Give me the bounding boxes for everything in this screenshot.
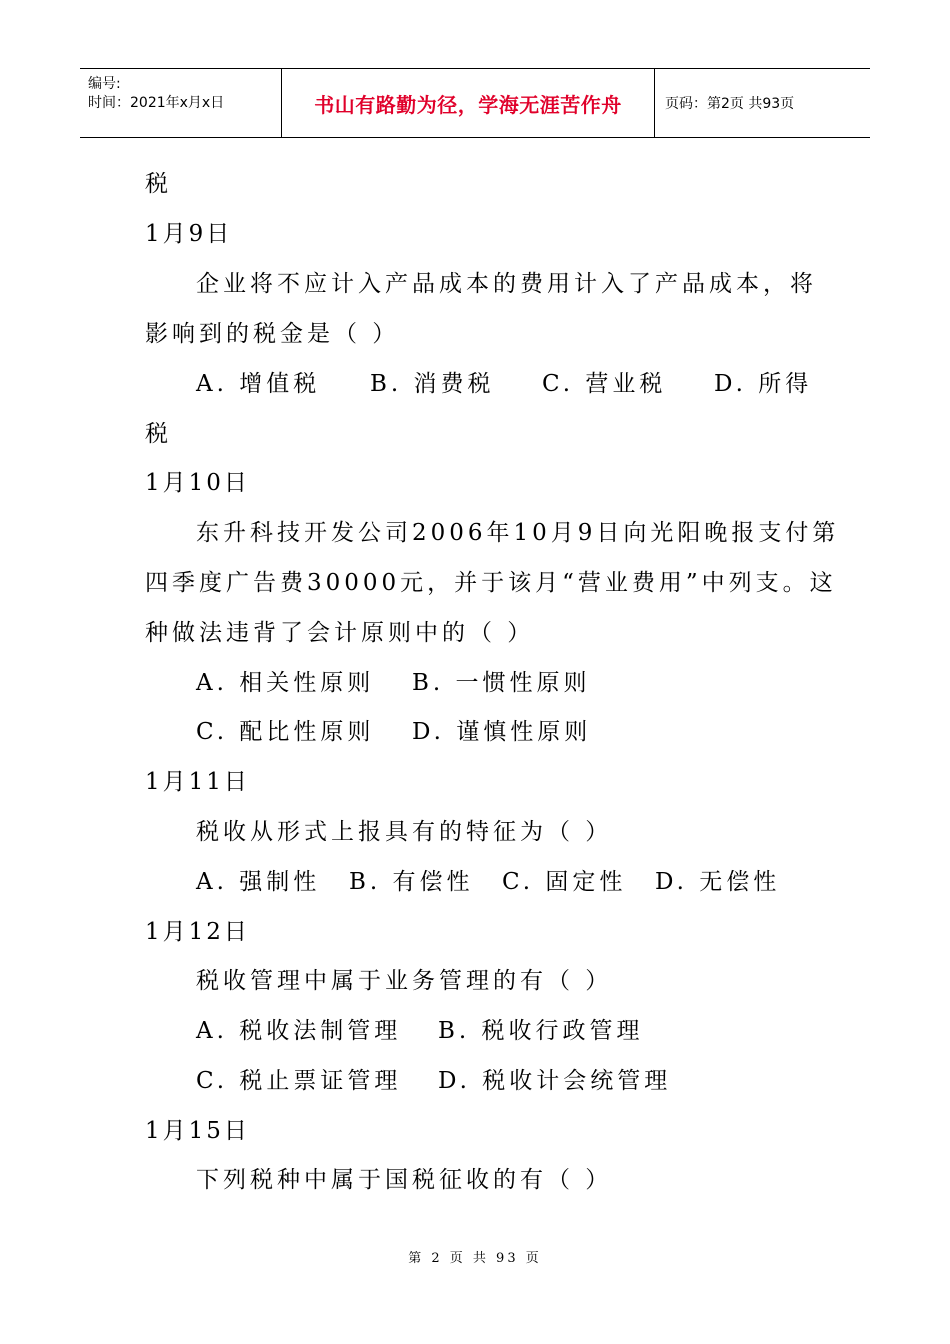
option-a: A. 增值税	[196, 371, 321, 397]
option-a: A. 强制性	[196, 869, 321, 895]
header-motto: 书山有路勤为径，学海无涯苦作舟	[282, 69, 655, 137]
date-heading: 1月15日	[145, 1118, 250, 1144]
question-text: 下列税种中属于国税征收的有（ ）	[196, 1167, 613, 1193]
date-heading: 1月10日	[145, 470, 250, 496]
question-text: 东升科技开发公司2006年10月9日向光阳晚报支付第	[196, 520, 840, 546]
option-d: D. 税收计会统管理	[438, 1068, 672, 1094]
date-heading: 1月11日	[145, 769, 250, 795]
header-time-label: 时间：2021年x月x日	[88, 95, 225, 111]
option-d: D. 无偿性	[655, 869, 781, 895]
header-meta	[80, 69, 282, 137]
option-b: B. 有偿性	[349, 869, 474, 895]
text-line: 税	[145, 171, 172, 197]
question-text: 企业将不应计入产品成本的费用计入了产品成本，将	[196, 271, 817, 297]
option-b: B. 消费税	[370, 371, 495, 397]
option-c: C. 营业税	[542, 371, 667, 397]
question-text: 税收管理中属于业务管理的有（ ）	[196, 968, 613, 994]
question-text: 四季度广告费30000元，并于该月“营业费用”中列支。这	[145, 570, 837, 596]
header-number-label: 编号:	[88, 76, 121, 92]
header-page-label: 页码：第2页 共93页	[665, 96, 795, 112]
option-c: C. 税止票证管理	[196, 1068, 402, 1094]
question-text: 税收从形式上报具有的特征为（ ）	[196, 819, 613, 845]
question-text: 种做法违背了会计原则中的（ ）	[145, 620, 535, 646]
option-b: B. 一惯性原则	[412, 670, 591, 696]
option-c: C. 配比性原则	[196, 719, 375, 745]
option-a: A. 税收法制管理	[196, 1018, 402, 1044]
date-heading: 1月9日	[145, 221, 233, 247]
page-header	[80, 68, 870, 138]
option-b: B. 税收行政管理	[438, 1018, 644, 1044]
option-d: D. 谨慎性原则	[412, 719, 592, 745]
question-text: 影响到的税金是（ ）	[145, 321, 400, 347]
option-d: D. 所得	[714, 371, 813, 397]
option-a: A. 相关性原则	[196, 670, 375, 696]
text-line: 税	[145, 421, 172, 447]
date-heading: 1月12日	[145, 919, 250, 945]
option-c: C. 固定性	[502, 869, 627, 895]
page-footer: 第 2 页 共 93 页	[408, 1251, 542, 1266]
